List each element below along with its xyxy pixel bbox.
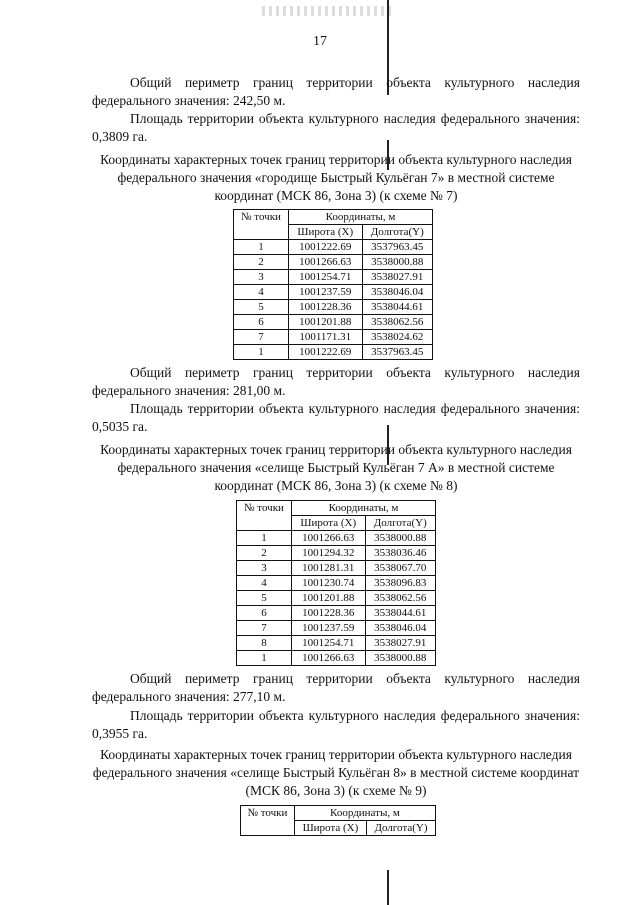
coordinates-table: [240, 805, 436, 836]
area-paragraph: Площадь территории объекта культурного наследия федерального значения: 0,5035 га.: [92, 401, 580, 434]
cell-point-number: 2: [234, 255, 289, 270]
column-header-coords: Координаты, м: [292, 501, 436, 516]
cell-point-number: 4: [234, 285, 289, 300]
cell-point-number: 7: [237, 621, 292, 636]
cell-point-number: 1: [237, 531, 292, 546]
cell-longitude: 3538027.91: [362, 270, 432, 285]
cell-point-number: 4: [237, 576, 292, 591]
cell-longitude: 3538096.83: [365, 576, 435, 591]
column-header-point: № точки: [237, 501, 292, 531]
cell-point-number: 1: [237, 651, 292, 666]
cell-latitude: 1001228.36: [289, 300, 363, 315]
page-number: 17: [313, 34, 327, 49]
cell-latitude: 1001237.59: [289, 285, 363, 300]
table-row: [234, 315, 433, 330]
cell-point-number: 5: [234, 300, 289, 315]
cell-longitude: 3538044.61: [365, 606, 435, 621]
cell-longitude: 3537963.45: [362, 345, 432, 360]
cell-latitude: 1001266.63: [289, 255, 363, 270]
cell-longitude: 3538000.88: [362, 255, 432, 270]
cell-latitude: 1001201.88: [289, 315, 363, 330]
cell-longitude: 3538062.56: [365, 591, 435, 606]
scan-line: [387, 870, 389, 905]
column-header-coords: Координаты, м: [294, 806, 435, 821]
table-row: [234, 255, 433, 270]
column-header-point: № точки: [234, 210, 289, 240]
cell-point-number: 1: [234, 345, 289, 360]
cell-longitude: 3538024.62: [362, 330, 432, 345]
cell-latitude: 1001294.32: [292, 546, 366, 561]
column-header-point: № точки: [241, 806, 295, 836]
area-paragraph: Площадь территории объекта культурного наследия федерального значения: 0,3809 га.: [92, 111, 580, 144]
table-row: [234, 330, 433, 345]
table-row: [234, 240, 433, 255]
column-header-lat: Широта (X): [294, 821, 366, 836]
cell-latitude: 1001230.74: [292, 576, 366, 591]
coordinates-table: [236, 500, 436, 666]
column-header-lon: Долгота(Y): [366, 821, 435, 836]
column-header-lat: Широта (X): [289, 225, 363, 240]
cell-latitude: 1001222.69: [289, 240, 363, 255]
coordinates-table: [233, 209, 433, 360]
table-row: [237, 576, 436, 591]
cell-latitude: 1001228.36: [292, 606, 366, 621]
cell-point-number: 5: [237, 591, 292, 606]
cell-latitude: 1001266.63: [292, 651, 366, 666]
cell-longitude: 3537963.45: [362, 240, 432, 255]
section-heading: Координаты характерных точек границ территории объекта культурного наследия федерального значения «городище Быстрый Кульёган 7» в местной системе координат (МСК 86, Зона 3) (к схеме № 7): [100, 152, 572, 203]
table-row: [237, 546, 436, 561]
cell-latitude: 1001201.88: [292, 591, 366, 606]
table-row: [234, 345, 433, 360]
table-row: [234, 270, 433, 285]
column-header-lat: Широта (X): [292, 516, 366, 531]
cell-longitude: 3538046.04: [362, 285, 432, 300]
column-header-coords: Координаты, м: [289, 210, 433, 225]
table-row: [237, 621, 436, 636]
table-row: [234, 285, 433, 300]
table-row: [237, 651, 436, 666]
cell-point-number: 7: [234, 330, 289, 345]
section-heading: Координаты характерных точек границ территории объекта культурного наследия федерального значения «селище Быстрый Кульёган 8» в местной системе координат (МСК 86, Зона 3) (к схеме № 9): [92, 747, 580, 798]
cell-latitude: 1001171.31: [289, 330, 363, 345]
table-row: [234, 300, 433, 315]
cell-point-number: 6: [234, 315, 289, 330]
cell-latitude: 1001254.71: [292, 636, 366, 651]
column-header-lon: Долгота(Y): [365, 516, 435, 531]
cell-latitude: 1001222.69: [289, 345, 363, 360]
cell-point-number: 3: [234, 270, 289, 285]
scan-artifact: [262, 6, 392, 16]
cell-point-number: 2: [237, 546, 292, 561]
cell-longitude: 3538067.70: [365, 561, 435, 576]
cell-point-number: 3: [237, 561, 292, 576]
table-row: [237, 591, 436, 606]
cell-longitude: 3538027.91: [365, 636, 435, 651]
perimeter-paragraph: Общий периметр границ территории объекта культурного наследия федерального значения: 281,00 м.: [92, 365, 580, 398]
table-row: [237, 636, 436, 651]
perimeter-paragraph: Общий периметр границ территории объекта культурного наследия федерального значения: 242,50 м.: [92, 75, 580, 108]
column-header-lon: Долгота(Y): [362, 225, 432, 240]
cell-latitude: 1001237.59: [292, 621, 366, 636]
cell-longitude: 3538000.88: [365, 531, 435, 546]
cell-longitude: 3538062.56: [362, 315, 432, 330]
cell-point-number: 1: [234, 240, 289, 255]
area-paragraph: Площадь территории объекта культурного наследия федерального значения: 0,3955 га.: [92, 708, 580, 741]
cell-latitude: 1001266.63: [292, 531, 366, 546]
cell-latitude: 1001281.31: [292, 561, 366, 576]
section-heading: Координаты характерных точек границ территории объекта культурного наследия федерального значения «селище Быстрый Кульёган 7 А» в местной системе координат (МСК 86, Зона 3) (к схеме № 8): [100, 442, 572, 493]
cell-point-number: 6: [237, 606, 292, 621]
table-row: [237, 531, 436, 546]
table-row: [237, 561, 436, 576]
cell-longitude: 3538036.46: [365, 546, 435, 561]
cell-longitude: 3538044.61: [362, 300, 432, 315]
table-row: [237, 606, 436, 621]
cell-point-number: 8: [237, 636, 292, 651]
cell-longitude: 3538046.04: [365, 621, 435, 636]
cell-longitude: 3538000.88: [365, 651, 435, 666]
cell-latitude: 1001254.71: [289, 270, 363, 285]
perimeter-paragraph: Общий периметр границ территории объекта культурного наследия федерального значения: 277,10 м.: [92, 671, 580, 704]
